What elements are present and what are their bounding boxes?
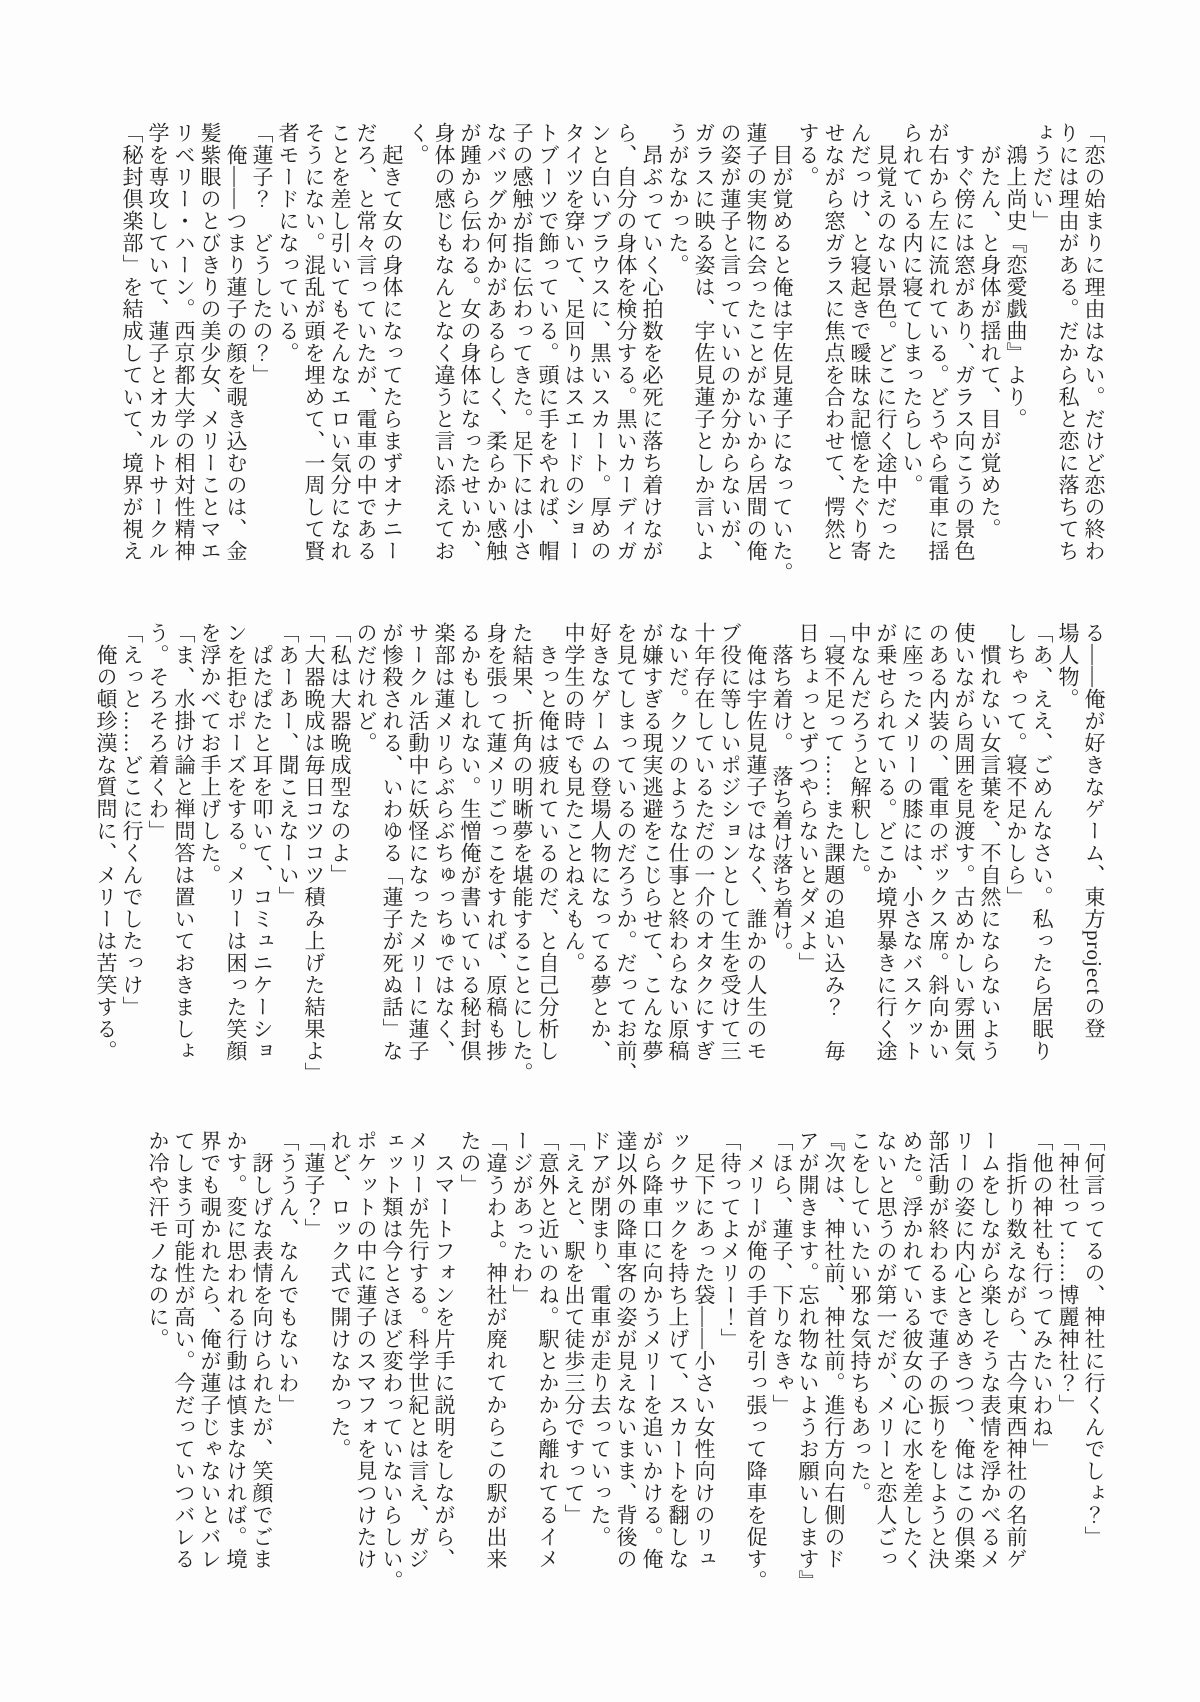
text-column: 中なんだろうと解釈した。 (848, 622, 872, 886)
text-column: られている内に寝てしまったらしい。 (900, 122, 924, 496)
text-column: 「寝不足って……また課題の追い込み？ 毎 (822, 622, 846, 1062)
text-column: すぐ傍には窓があり、ガラス向こうの景色 (952, 122, 976, 562)
text-column: を浮かべてお手上げした。 (198, 622, 222, 886)
text-column: 「えっと……どこに行くんでしたっけ」 (120, 622, 144, 1018)
text-column: サークル活動中に妖怪になったメリーに蓮子 (406, 622, 430, 1062)
text-column: 足下にあった袋――小さい女性向けのリュ (692, 1130, 716, 1570)
text-column: 落ち着け。 落ち着け落ち着け。 (770, 622, 794, 964)
text-column: アが開きます。忘れ物ないようお願いします』 (796, 1130, 820, 1592)
text-column: を見てしまっているのだろうか。だってお前、 (614, 622, 638, 1084)
text-column: が乗せられている。どこか境界暴きに行く途 (874, 622, 898, 1062)
text-column: 俺の頓珍漢な質問に、メリーは苦笑する。 (94, 622, 118, 1062)
text-column: が惨殺される、いわゆる「蓮子が死ぬ話」な (380, 622, 404, 1062)
text-column: 「蓮子？」 (302, 1130, 326, 1240)
text-column: 「待ってよメリー！」 (718, 1130, 742, 1350)
text-column: めた。浮かれている彼女の心に水を差したく (900, 1130, 924, 1570)
text-column: ンと白いブラウスに、黒いスカート。厚めの (588, 122, 612, 562)
text-column: タイツを穿いて、足回りはスエードのショー (562, 122, 586, 562)
text-column: かす。変に思われる行動は慎まなければ。境 (224, 1130, 248, 1570)
text-column: が右から左に流れている。どうやら電車に揺 (926, 122, 950, 562)
text-column: く。 (406, 122, 430, 166)
text-column: 場人物。 (1056, 622, 1080, 710)
text-column: に座ったメリーの膝には、小さなバスケット (900, 622, 924, 1062)
text-column: 達以外の降車客の姿が見えないまま、背後の (614, 1130, 638, 1570)
text-column: 子の感触が指に伝わってきた。足下には小さ (510, 122, 534, 562)
text-column: 「何言ってるの、神社に行くんでしょ？」 (1082, 1130, 1106, 1548)
text-column: きっと俺は疲れているのだ、と自己分析し (536, 622, 560, 1062)
text-column: 「私は大器晩成型なのよ」 (328, 622, 352, 886)
text-column: んだっけ、と寝起きで曖昧な記憶をたぐり寄 (848, 122, 872, 562)
text-column: ェット類は今とさほど変わっていないらしい。 (380, 1130, 404, 1592)
text-column: る――俺が好きなゲーム、東方projectの登 (1082, 622, 1106, 1040)
text-column: しちゃって。寝不足かしら」 (1004, 622, 1028, 908)
text-column: うがなかった。 (666, 122, 690, 276)
text-column: 「秘封倶楽部」を結成していて、境界が視え (120, 122, 144, 562)
text-column: う。そろそろ着くわ」 (146, 622, 170, 842)
text-column: が嫌すぎる現実逃避をこじらせて、こんな夢 (640, 622, 664, 1062)
text-column: 「違うわよ。神社が廃れてからこの駅が出来 (484, 1130, 508, 1570)
text-column: ームをしながら楽しそうな表情を浮かべるメ (978, 1130, 1002, 1570)
text-band-1 (119, 122, 1107, 584)
text-column: 者モードになっている。 (276, 122, 300, 364)
text-band-3 (145, 1130, 1107, 1592)
text-column: のある内装の、電車のボックス席。斜向かい (926, 622, 950, 1062)
text-column: 楽部は蓮メリらぶらぶちゅっちゅではなく、 (432, 622, 456, 1062)
text-column: 十年存在しているただの一介のオタクにすぎ (692, 622, 716, 1062)
text-column: 慣れない女言葉を、不自然にならないよう (978, 622, 1002, 1062)
text-column: スマートフォンを片手に説明をしながら、 (432, 1130, 456, 1570)
text-column: ンを拒むポーズをする。メリーは困った笑顔 (224, 622, 248, 1062)
text-column: てしまう可能性が高い。今だっていつバレる (172, 1130, 196, 1570)
text-column: 訝しげな表情を向けられたが、笑顔でごま (250, 1130, 274, 1570)
text-column: する。 (796, 122, 820, 188)
text-column: 『次は、神社前、神社前。進行方向右側のド (822, 1130, 846, 1570)
text-column: ないだ。クソのような仕事と終わらない原稿 (666, 622, 690, 1062)
text-column: の姿が蓮子と言っていいのか分からないが、 (718, 122, 742, 562)
text-column: せながら窓ガラスに焦点を合わせて、愕然と (822, 122, 846, 562)
text-column: 部活動が終わるまで蓮子の振りをしようと決 (926, 1130, 950, 1570)
text-column: 指折り数えながら、古今東西神社の名前ゲ (1004, 1130, 1028, 1570)
text-column: 中学生の時でも見たことねえもん。 (562, 622, 586, 974)
text-column: 好きなゲームの登場人物になってる夢とか、 (588, 622, 612, 1062)
text-column: た結果、折角の明晰夢を堪能することにした。 (510, 622, 534, 1084)
text-column: 「神社って……博麗神社？」 (1056, 1130, 1080, 1416)
text-column: ぱたぱたと耳を叩いて、コミュニケーショ (250, 622, 274, 1062)
text-column: 蓮子の実物に会ったことがないから居間の俺 (744, 122, 768, 562)
text-column: たの」 (458, 1130, 482, 1196)
text-column: 使いながら周囲を見渡す。古めかしい雰囲気 (952, 622, 976, 1062)
text-column: 俺――つまり蓮子の顔を覗き込むのは、金 (224, 122, 248, 562)
text-column: ことを差し引いてもそんなエロい気分になれ (328, 122, 352, 562)
text-column: のだけれど。 (354, 622, 378, 754)
text-column: か冷や汗モノなのに。 (146, 1130, 170, 1350)
text-column: 日ちょっとずつやらないとダメよ」 (796, 622, 820, 974)
text-column: リベリー・ハーン。西京都大学の相対性精神 (172, 122, 196, 562)
text-column: ガラスに映る姿は、宇佐見蓮子としか言いよ (692, 122, 716, 562)
text-column: 学を専攻していて、蓮子とオカルトサークル (146, 122, 170, 562)
text-band-2 (93, 622, 1107, 1084)
text-column: 俺は宇佐見蓮子ではなく、誰かの人生のモ (744, 622, 768, 1062)
text-column: が踵から伝わる。女の身体になったせいか、 (458, 122, 482, 562)
text-column: ら、自分の身体を検分する。黒いカーディガ (614, 122, 638, 562)
text-column: れど、ロック式で開けなかった。 (328, 1130, 352, 1460)
text-column: 「あーあー、聞こえなーい」 (276, 622, 300, 908)
text-column: 「大器晩成は毎日コツコツ積み上げた結果よ」 (302, 622, 326, 1084)
text-column: 「意外と近いのね。駅とかから離れてるイメ (536, 1130, 560, 1570)
text-column: 「ええと、駅を出て徒歩三分ですって」 (562, 1130, 586, 1526)
text-column: 「恋の始まりに理由はない。だけど恋の終わ (1082, 122, 1106, 562)
text-column: 界でも覗かれたら、俺が蓮子じゃないとバレ (198, 1130, 222, 1570)
text-column: 「ううん、なんでもないわ」 (276, 1130, 300, 1416)
text-column: 起きて女の身体になってたらまずオナニー (380, 122, 404, 562)
text-column: ージがあったわ」 (510, 1130, 534, 1306)
text-column: ックサックを持ち上げて、スカートを翻しな (666, 1130, 690, 1570)
text-column: 髪紫眼のとびきりの美少女、メリーことマエ (198, 122, 222, 562)
text-column: なバッグか何かがあるらしく、柔らかい感触 (484, 122, 508, 562)
text-column: そうにない。混乱が頭を埋めて、一周して賢 (302, 122, 326, 562)
text-column: 「ま、水掛け論と禅問答は置いておきましょ (172, 622, 196, 1062)
text-column: 目が覚めると俺は宇佐見蓮子になっていた。 (770, 122, 794, 584)
text-column: ブ役に等しいポジションとして生を受けて三 (718, 622, 742, 1062)
text-column: 「他の神社も行ってみたいわね」 (1030, 1130, 1054, 1460)
text-column: 鴻上尚史『恋愛戯曲』より。 (1004, 122, 1028, 430)
text-column: 「蓮子？ どうしたの？」 (250, 122, 274, 386)
text-column: がら降車口に向かうメリーを追いかける。俺 (640, 1130, 664, 1570)
text-column: ょうだい」 (1030, 122, 1054, 232)
text-column: ないと思うのが第一だが、メリーと恋人ごっ (874, 1130, 898, 1570)
text-column: がたん、と身体が揺れて、目が覚めた。 (978, 122, 1002, 540)
text-column: トブーツで飾っている。頭に手をやれば、帽 (536, 122, 560, 562)
text-column: 見覚えのない景色。どこに行く途中だった (874, 122, 898, 562)
text-column: だろ、と常々言っていたが、電車の中である (354, 122, 378, 562)
text-column: リーの姿に内心ときめきつつ、俺はこの倶楽 (952, 1130, 976, 1570)
text-column: ポケットの中に蓮子のスマフォを見つけたけ (354, 1130, 378, 1570)
text-column: 昂ぶっていく心拍数を必死に落ち着けなが (640, 122, 664, 562)
text-column: 「あ、ええ、ごめんなさい。私ったら居眠り (1030, 622, 1054, 1062)
text-column: るかもしれない。生憎俺が書いている秘封倶 (458, 622, 482, 1062)
text-column: こをしていたい邪な気持ちもあった。 (848, 1130, 872, 1504)
text-column: りには理由がある。だから私と恋に落ちてち (1056, 122, 1080, 562)
text-column: メリーが先行する。科学世紀とは言え、ガジ (406, 1130, 430, 1570)
text-column: ドアが閉まり、電車が走り去っていった。 (588, 1130, 612, 1548)
text-column: メリーが俺の手首を引っ張って降車を促す。 (744, 1130, 768, 1592)
text-column: 「ほら、蓮子、下りなきゃ」 (770, 1130, 794, 1416)
text-column: 身を張って蓮メリごっこをすれば、原稿も捗 (484, 622, 508, 1062)
text-column: 身体の感じもなんとなく違うと言い添えてお (432, 122, 456, 562)
